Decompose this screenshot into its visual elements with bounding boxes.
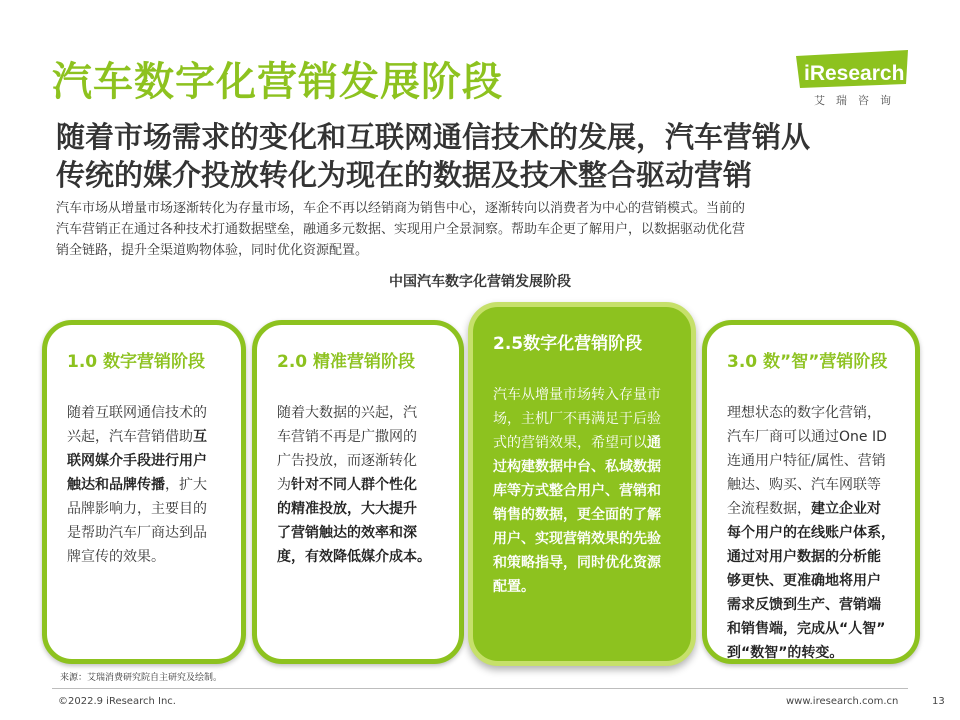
- stage-text-bold: 通过对用户数据的分析能: [727, 549, 881, 565]
- stage-text-bold: 和销售端，完成从“人智”: [727, 621, 886, 637]
- intro-paragraph: [56, 198, 916, 261]
- stage-text: 触达、购买、汽车网联等: [727, 477, 881, 493]
- stage-text-bold: 通: [647, 435, 661, 451]
- stage-text: 理想状态的数字化营销，: [727, 405, 881, 421]
- intro-line-3: 销全链路，提升全渠道购物体验，同时优化资源配置。: [56, 243, 369, 258]
- subtitle-line-2: 传统的媒介投放转化为现在的数据及技术整合驱动营销: [56, 158, 753, 192]
- chart-title: 中国汽车数字化营销发展阶段: [389, 274, 571, 290]
- stage-text: 式的营销效果，希望可以: [493, 435, 647, 451]
- stage-text: 是帮助汽车厂商达到品: [67, 525, 207, 541]
- stage-text-bold: 配置。: [493, 579, 535, 595]
- copyright: ©2022.9 iResearch Inc.: [58, 696, 176, 707]
- stage-heading: 1.0 数字营销阶段: [67, 352, 206, 372]
- stage-text-bold: 的精准投放，大大提升: [277, 501, 417, 517]
- footer-divider: [52, 688, 908, 689]
- stage-text: 连通用户特征/属性、营销: [727, 453, 886, 469]
- stage-text: 为: [277, 477, 291, 493]
- stage-text-bold: 建立企业对: [811, 501, 881, 517]
- stage-heading: 2.0 精准营销阶段: [277, 352, 416, 372]
- stage-text-bold: 用户、实现营销效果的先验: [493, 531, 661, 547]
- stage-card-1: [42, 320, 246, 664]
- stage-body: [727, 401, 895, 665]
- stage-card-3: [702, 320, 920, 664]
- stage-text: 牌宣传的效果。: [67, 549, 165, 565]
- intro-line-2: 汽车营销正在通过各种技术打通数据壁垒，融通多元数据、实现用户全景洞察。帮助车企更了解用户，以数据驱动优化营: [56, 222, 746, 237]
- page-number: 13: [932, 696, 945, 707]
- stage-text: ，扩大: [165, 477, 207, 493]
- stage-text: 随着互联网通信技术的: [67, 405, 207, 421]
- stage-text: 广告投放，而逐渐转化: [277, 453, 417, 469]
- stage-body: [67, 401, 207, 569]
- page-title: 汽车数字化营销发展阶段: [52, 59, 503, 105]
- logo-sub: 艾瑞咨询: [814, 94, 902, 107]
- source-note: 来源：艾瑞消费研究院自主研究及绘制。: [60, 673, 223, 683]
- logo-brand: iResearch: [804, 62, 905, 85]
- stage-text-bold: 针对不同人群个性化: [291, 477, 417, 493]
- stage-text-bold: 库等方式整合用户、营销和: [493, 483, 661, 499]
- website: www.iresearch.com.cn: [786, 696, 899, 707]
- stage-text: 汽车厂商可以通过One ID: [727, 429, 887, 445]
- stage-text-bold: 过构建数据中台、私域数据: [493, 459, 661, 475]
- stage-text: 全流程数据，: [727, 501, 811, 517]
- stage-text-bold: 互: [193, 429, 207, 445]
- stage-body: [277, 401, 431, 569]
- stage-text-bold: 需求反馈到生产、营销端: [727, 597, 881, 613]
- stage-text: 兴起，汽车营销借助: [67, 429, 193, 445]
- subtitle-line-1: 随着市场需求的变化和互联网通信技术的发展，汽车营销从: [56, 120, 811, 154]
- stage-text-bold: 每个用户的在线账户体系，: [727, 525, 895, 541]
- stage-card-2-5: [468, 302, 696, 666]
- stage-text-bold: 够更快、更准确地将用户: [727, 573, 881, 589]
- stage-text-bold: 和策略指导，同时优化资源: [493, 555, 661, 571]
- stage-text-bold: 销售的数据，更全面的了解: [493, 507, 661, 523]
- stage-text: 品牌影响力，主要目的: [67, 501, 207, 517]
- stage-text-bold: 到“数智”的转变。: [727, 645, 844, 661]
- stage-text: 随着大数据的兴起，汽: [277, 405, 417, 421]
- subtitle: [56, 118, 916, 194]
- stage-body: [493, 383, 661, 599]
- stage-heading: 2.5数字化营销阶段: [493, 334, 643, 354]
- stage-text-bold: 度，有效降低媒介成本。: [277, 549, 431, 565]
- stage-heading: 3.0 数”智”营销阶段: [727, 352, 888, 372]
- stage-card-2: [252, 320, 464, 664]
- stage-text-bold: 联网媒介手段进行用户: [67, 453, 207, 469]
- stage-text-bold: 触达和品牌传播: [67, 477, 165, 493]
- stage-text: 车营销不再是广撒网的: [277, 429, 417, 445]
- iresearch-logo: [792, 50, 912, 110]
- stage-text-bold: 了营销触达的效率和深: [277, 525, 417, 541]
- intro-line-1: 汽车市场从增量市场逐渐转化为存量市场，车企不再以经销商为销售中心，逐渐转向以消费者为中心的营销模式。当前的: [56, 201, 746, 216]
- stage-text: 汽车从增量市场转入存量市: [493, 387, 661, 403]
- stage-text: 场，主机厂不再满足于后验: [493, 411, 661, 427]
